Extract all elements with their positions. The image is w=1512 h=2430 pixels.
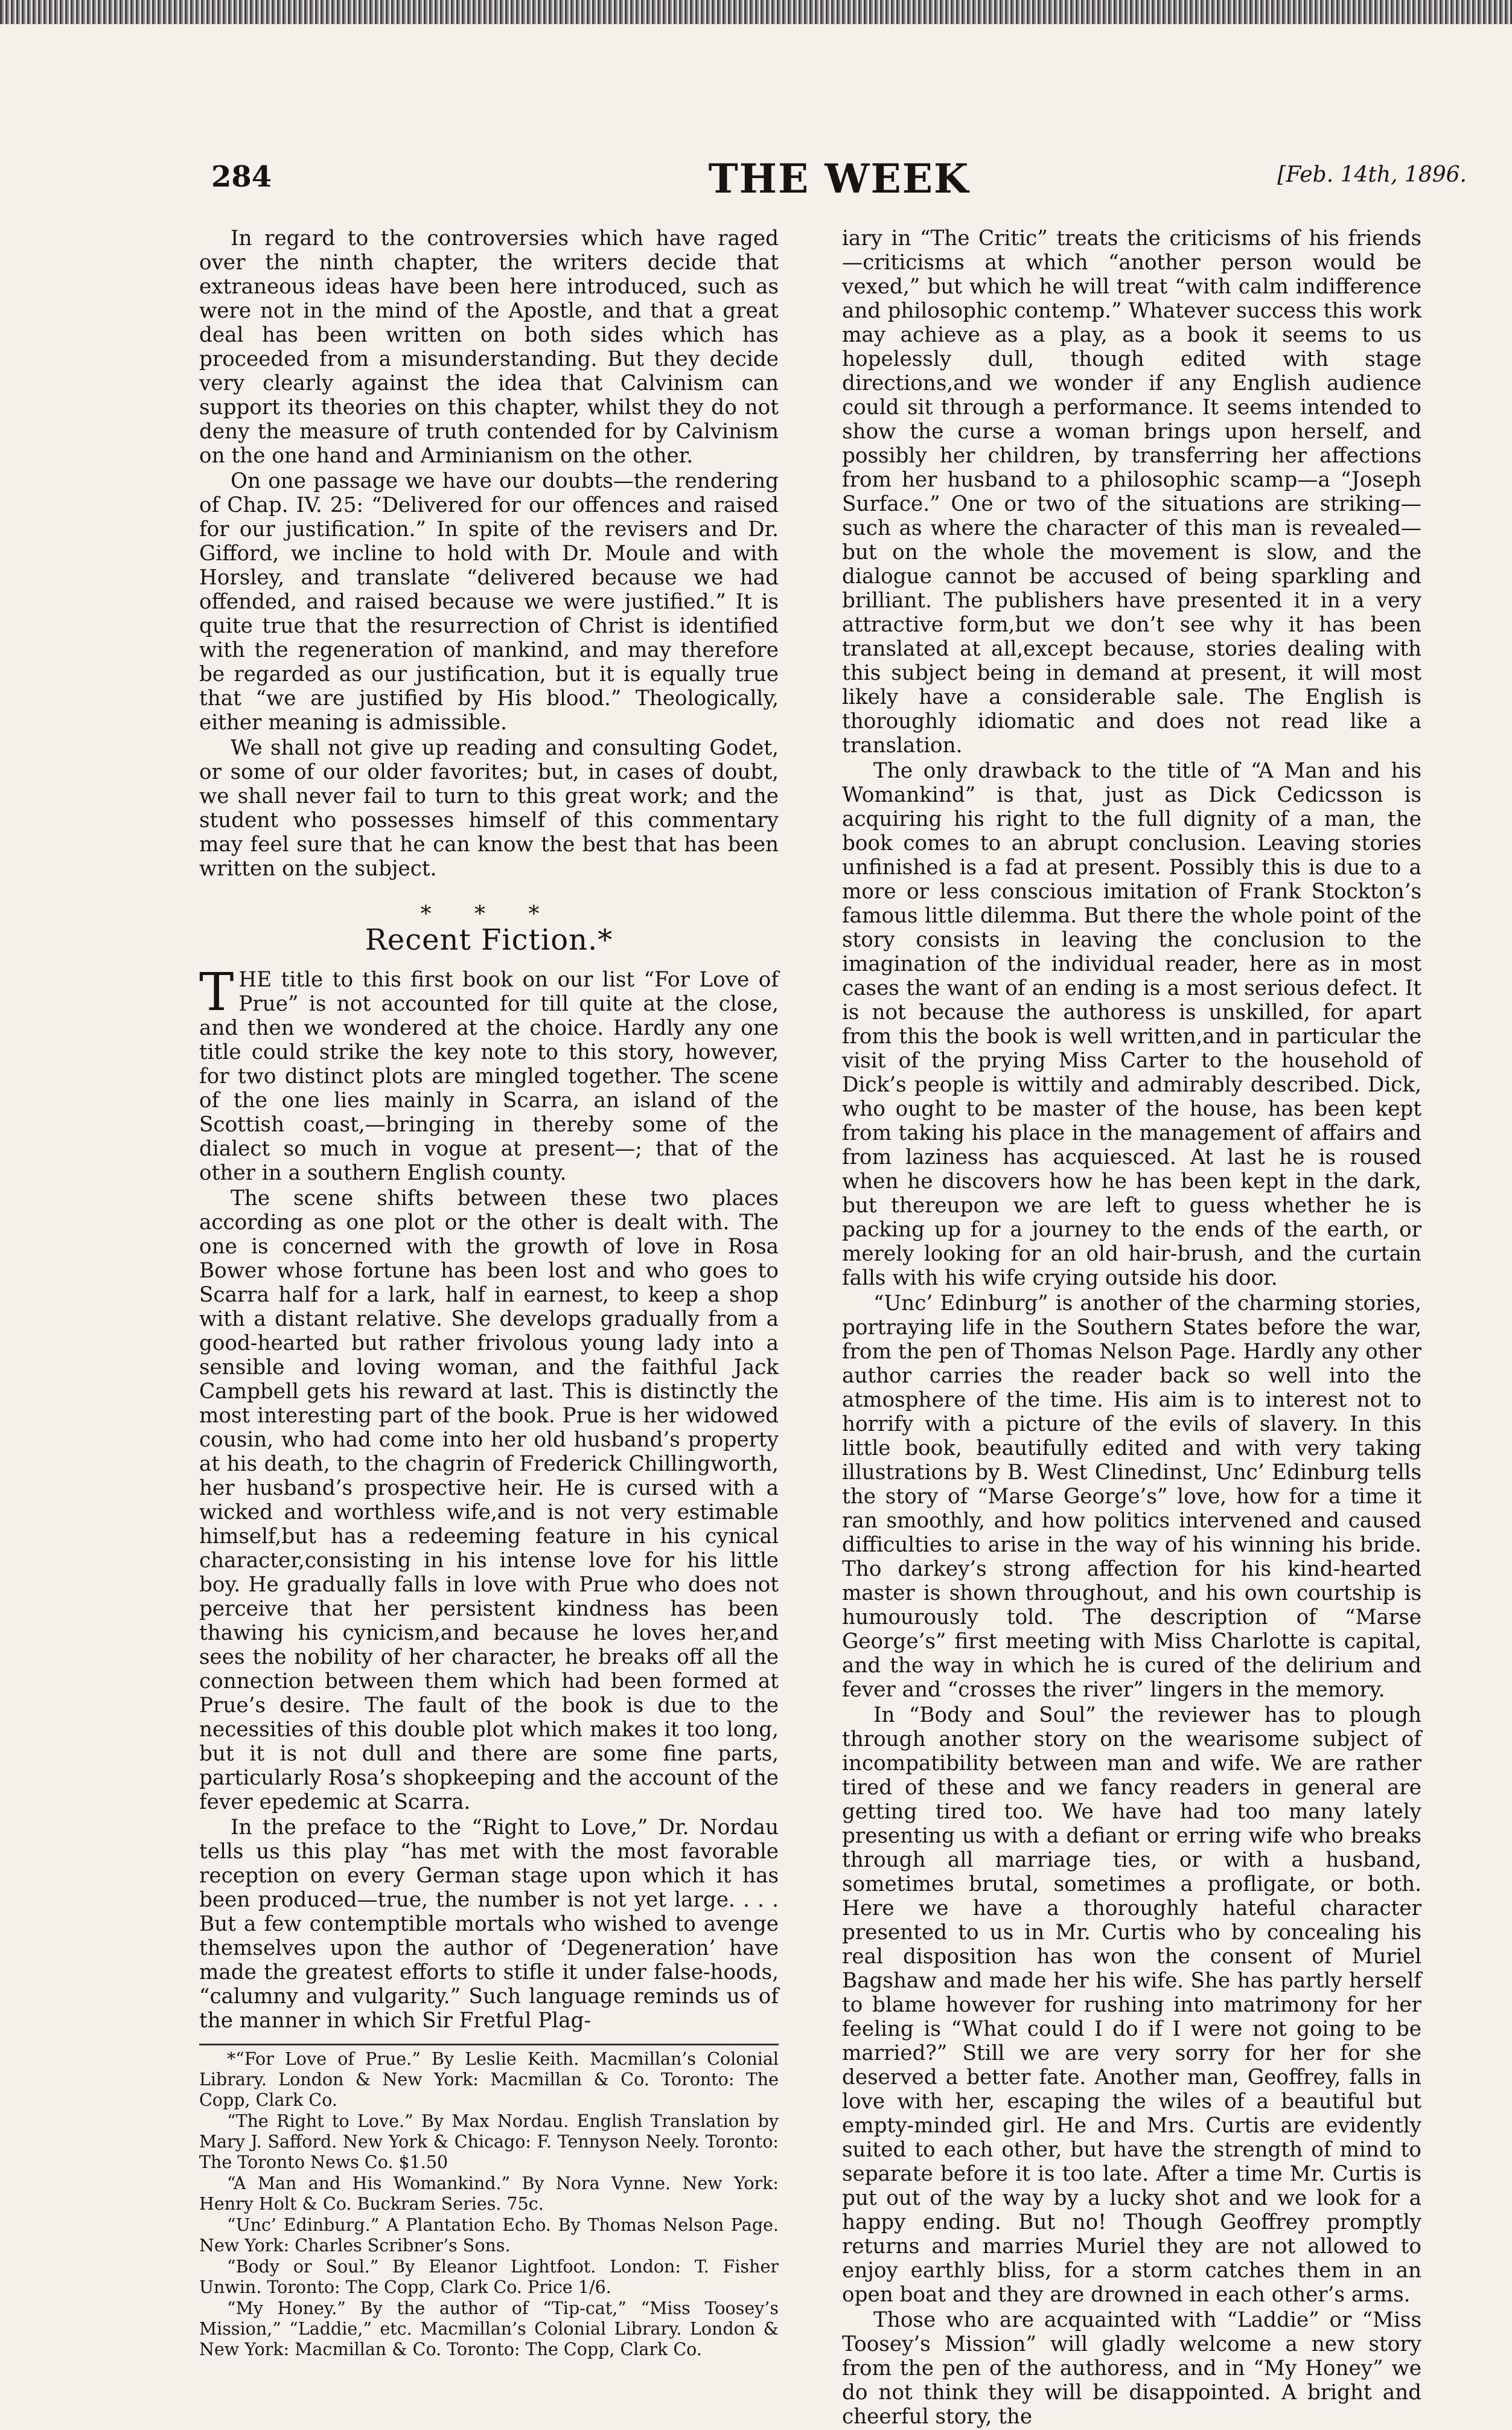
review-paragraph: Those who are acquainted with “Laddie” or “Miss Toosey’s Mission” will gladly welcome a new story from the pen of the authoress, and in “My Honey” we do not think they will be disappointed. A bright and cheerful story, the (842, 2308, 1421, 2429)
review-paragraph: The only drawback to the title of “A Man and his Womankind” is that, just as Dick Cedicsson is acquiring his right to the full dignity of a man, the book comes to an abrupt conclusion. Leaving stories unfinished is a fad at present. Possibly this is due to a more or less conscious imitation of Frank Stockton’s famous little dilemma. But there the whole point of the story consists in leaving the conclusion to the imagination of the individual reader, here as in most cases the want of an ending is a most serious defect. It is not because the authoress is unskilled, for apart from this the book is well written,and in particular the visit of the prying Miss Carter to the household of Dick’s people is wittily and admirably described. Dick, who ought to be master of the house, has been kept from taking his place in the management of affairs and from laziness has acquiesced. At last he is roused when he discovers how he has been kept in the dark, but thereupon we are left to guess whether he is packing up for a journey to the ends of the earth, or merely looking for an old hair-brush, and the curtain falls with his wife crying outside his door. (842, 759, 1421, 1290)
page-number: 284 (211, 160, 272, 194)
review-paragraph: In regard to the controversies which have raged over the ninth chapter, the writers decide that extraneous ideas have been here introduced, such as were not in the mind of the Apostle, and that a great deal has been written on both sides which has proceeded from a misunderstanding. But they decide very clearly against the idea that Calvinism can support its theories on this chapter, whilst they do not deny the measure of truth contended for by Calvinism on the one hand and Arminianism on the other. (199, 226, 779, 468)
footnote: “A Man and His Womankind.” By Nora Vynne. New York: Henry Holt & Co. Buckram Series. 75c. (199, 2173, 779, 2214)
review-paragraph: “Unc’ Edinburg” is another of the charming stories, portraying life in the Southern States before the war, from the pen of Thomas Nelson Page. Hardly any other author carries the reader back so well into the atmosphere of the time. His aim is to interest not to horrify with a picture of the evils of slavery. In this little book, beautifully edited and with very taking illustrations by B. West Clinedinst, Unc’ Edinburg tells the story of “Marse George’s” love, how for a time it ran smoothly, and how politics intervened and caused difficulties to arise in the way of his winning his bride. Tho darkey’s strong affection for his kind-hearted master is shown throughout, and his own courtship is humourously told. The description of “Marse George’s” first meeting with Miss Charlotte is capital, and the way in which he is cured of the delirium and fever and “crosses the river” lingers in the memory. (842, 1291, 1421, 1702)
fiction-paragraph: In the preface to the “Right to Love,” Dr. Nordau tells us this play “has met with the most favorable reception on every German stage upon which it has been produced—true, the number is not yet large. . . . But a few contemptible mortals who wished to avenge themselves upon the author of ‘Degeneration’ have made the greatest efforts to stifle it under false-hoods, “calumny and vulgarity.” Such language reminds us of the manner in which Sir Fretful Plag- (199, 1815, 779, 2033)
footnote: “Body or Soul.” By Eleanor Lightfoot. London: T. Fisher Unwin. Toronto: The Copp, Clark Co. Price 1/6. (199, 2257, 779, 2297)
review-paragraph: In “Body and Soul” the reviewer has to plough through another story on the wearisome subject of incompatibility between man and wife. We are rather tired of these and we fancy readers in general are getting tired too. We have had too many lately presenting us with a defiant or erring wife who breaks through all marriage ties, or with a husband, sometimes brutal, sometimes a profligate, or both. Here we have a thoroughly hateful character presented to us in Mr. Curtis who by concealing his real disposition has won the consent of Muriel Bagshaw and made her his wife. She has partly herself to blame however for rushing into matrimony for her feeling is “What could I do if I were not going to be married?” Still we are very sorry for her for she deserved a better fate. Another man, Geoffrey, falls in love with her, escaping the wiles of a beautiful but empty-minded girl. He and Mrs. Curtis are evidently suited to each other, but have the strength of mind to separate before it is too late. After a time Mr. Curtis is put out of the way by a lucky shot and we look for a happy ending. But no! Though Geoffrey promptly returns and marries Muriel they are not allowed to enjoy earthly bliss, for a storm catches them in an open boat and they are drowned in each other’s arms. (842, 1703, 1421, 2307)
fiction-paragraph: The scene shifts between these two places according as one plot or the other is dealt with. The one is concerned with the growth of love in Rosa Bower whose fortune has been lost and who goes to Scarra half for a lark, half in earnest, to keep a shop with a distant relative. She develops gradually from a good-hearted but rather frivolous young lady into a sensible and loving woman, and the faithful Jack Campbell gets his reward at last. This is distinctly the most interesting part of the book. Prue is her widowed cousin, who had come into her old husband’s property at his death, to the chagrin of Frederick Chillingworth, her husband’s prospective heir. He is cursed with a wicked and worthless wife,and is not very estimable himself,but has a redeeming feature in his cynical character,consisting in his intense love for his little boy. He gradually falls in love with Prue who does not perceive that her persistent kindness has been thawing his cynicism,and because he loves her,and sees the nobility of her character, he breaks off all the connection between them which had been formed at Prue’s desire. The fault of the book is due to the necessities of this double plot which makes it too long, but it is not dull and there are some fine parts, particularly Rosa’s shopkeeping and the account of the fever epedemic at Scarra. (199, 1186, 779, 1814)
fiction-intro-paragraph (199, 962, 779, 1185)
drop-cap: T (199, 962, 234, 1023)
section-ornament: * * * (420, 902, 558, 927)
footnotes (199, 2044, 779, 2360)
issue-date: [Feb. 14th, 1896. (1277, 162, 1467, 187)
continued-paragraph: iary in “The Critic” treats the criticisms of his friends—criticisms at which “another person would be vexed,” but which he will treat “with calm indifference and philosophic contemp.” Whatever success this work may achieve as a play, as a book it seems to us hopelessly dull, though edited with stage directions,and we wonder if any English audience could sit through a performance. It seems intended to show the curse a woman brings upon herself, and possibly her children, by transferring her affections from her husband to a philosophic scamp—a “Joseph Surface.” One or two of the situations are striking—such as where the character of this man is revealed—but on the whole the movement is slow, and the dialogue cannot be accused of being sparkling and brilliant. The publishers have presented it in a very attractive form,but we don’t see why it has been translated at all,except because, stories dealing with this subject being in demand at present, it will most likely have a considerable sale. The English is thoroughly idiomatic and does not read like a translation. (842, 226, 1421, 758)
section-title: Recent Fiction.* (365, 923, 613, 957)
footnote: *“For Love of Prue.” By Leslie Keith. Macmillan’s Colonial Library. London & New York: Macmillan & Co. Toronto: The Copp, Clark Co. (199, 2049, 779, 2110)
footnote: “Unc’ Edinburg.” A Plantation Echo. By Thomas Nelson Page. New York: Charles Scribner’s Sons. (199, 2215, 779, 2256)
right-column (842, 226, 1421, 2430)
left-column (199, 226, 779, 2361)
review-paragraph: On one passage we have our doubts—the rendering of Chap. IV. 25: “Delivered for our offences and raised for our justification.” In spite of the revisers and Dr. Gifford, we incline to hold with Dr. Moule and with Horsley, and translate “delivered because we had offended, and raised because we were justified.” It is quite true that the resurrection of Christ is identified with the regeneration of mankind, and may therefore be regarded as our justification, but it is equally true that “we are justified by His blood.” Theologically, either meaning is admissible. (199, 469, 779, 735)
fiction-intro-text: HE title to this first book on our list “For Love of Prue” is not accounted for till quite at the close, and then we wondered at the choice. Hardly any one title could strike the key note to this story, however, for two distinct plots are mingled together. The scene of the one lies mainly in Scarra, an island of the Scottish coast,—bringing in thereby some of the dialect so much in vogue at present—; that of the other in a southern English county. (199, 968, 779, 1185)
review-paragraph: We shall not give up reading and consulting Godet, or some of our older favorites; but, in cases of doubt, we shall never fail to turn to this great work; and the student who possesses himself of this commentary may feel sure that he can know the best that has been written on the subject. (199, 736, 779, 881)
journal-title: THE WEEK (708, 155, 970, 202)
page-header (211, 155, 1467, 214)
footnote: “My Honey.” By the author of “Tip-cat,” “Miss Toosey’s Mission,” “Laddie,” etc. Macmillan’s Colonial Library. London & New York: Macmillan & Co. Toronto: The Copp, Clark Co. (199, 2298, 779, 2359)
page-top-edge (0, 0, 1512, 24)
footnote: “The Right to Love.” By Max Nordau. English Translation by Mary J. Safford. New York & Chicago: F. Tennyson Neely. Toronto: The Toronto News Co. $1.50 (199, 2111, 779, 2172)
